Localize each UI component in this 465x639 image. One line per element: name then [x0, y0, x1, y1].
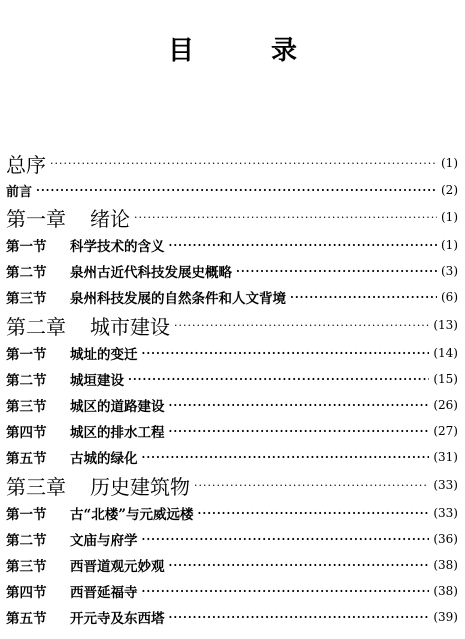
toc-entry-number: 第三节	[6, 291, 47, 307]
toc-entry-title: 城区的道路建设	[70, 399, 165, 415]
toc-entry-label	[6, 555, 165, 575]
toc-entry-page-number: (2)	[441, 183, 458, 197]
dot-leader	[142, 347, 430, 360]
toc-entry-number: 第一节	[6, 507, 47, 523]
toc-entry-number: 第一章	[6, 207, 66, 231]
toc-entry	[6, 604, 458, 630]
toc-entry-page-number: (33)	[433, 506, 458, 520]
toc-entry-page-number: (26)	[433, 398, 458, 412]
toc-entry	[6, 500, 458, 526]
page-title: 目 录	[167, 36, 332, 66]
toc-entry-page-number: (6)	[441, 290, 458, 304]
toc-entry-number: 第四节	[6, 585, 47, 601]
toc-entry-title: 文庙与府学	[70, 533, 138, 549]
dot-leader	[169, 239, 438, 252]
toc-entry-title: 总序	[6, 153, 46, 177]
toc-entry-label	[6, 261, 232, 281]
toc-entry-page-number: (27)	[433, 424, 458, 438]
toc-entry	[6, 444, 458, 470]
toc-entry-label	[6, 149, 46, 178]
toc-entry-title: 城址的变迁	[70, 347, 138, 363]
toc-entry-title: 开元寺及东西塔	[70, 611, 165, 627]
toc-entry-label	[6, 529, 138, 549]
toc-entry-number: 第五节	[6, 451, 47, 467]
toc-entry-title: 科学技术的含义	[70, 239, 165, 255]
toc-entry	[6, 392, 458, 418]
toc-entry-title: 城区的排水工程	[70, 425, 165, 441]
toc-entry-title: 泉州科技发展的自然条件和人文背境	[70, 291, 286, 307]
toc-entry-title: 城垣建设	[70, 373, 124, 389]
toc-entry-label	[6, 395, 165, 415]
toc-entry-label	[6, 421, 165, 441]
toc-entry-label	[6, 447, 138, 467]
toc-entry-number: 第五节	[6, 611, 47, 627]
toc-entry-label	[6, 471, 190, 500]
toc-entry-label	[6, 503, 194, 523]
dot-leader	[134, 211, 437, 224]
toc-entry-label	[6, 181, 32, 200]
toc-entry-number: 第一节	[6, 239, 47, 255]
toc-entry	[6, 366, 458, 392]
toc-entry-number: 第二章	[6, 315, 66, 339]
toc-entry-page-number: (33)	[433, 478, 458, 492]
toc-entry	[6, 340, 458, 366]
dot-leader	[36, 184, 437, 197]
toc-entry-number: 第三章	[6, 475, 66, 499]
dot-leader	[169, 559, 430, 572]
toc-entry-number: 第二节	[6, 373, 47, 389]
dot-leader	[128, 373, 429, 386]
dot-leader	[169, 611, 430, 624]
toc-entry-page-number: (3)	[441, 264, 458, 278]
toc-entry-label	[6, 311, 170, 340]
toc-entry-label	[6, 369, 124, 389]
toc-entry	[6, 470, 458, 500]
toc-entry-number: 第四节	[6, 425, 47, 441]
toc-entry-page-number: (1)	[441, 210, 458, 224]
toc-entry-page-number: (38)	[433, 558, 458, 572]
toc-entry-title: 西晋延福寺	[70, 585, 138, 601]
toc-entry	[6, 578, 458, 604]
dot-leader	[290, 291, 437, 304]
toc-entry	[6, 148, 458, 178]
toc-entry-page-number: (15)	[433, 372, 458, 386]
toc-entry	[6, 178, 458, 202]
toc-entry-page-number: (38)	[433, 584, 458, 598]
dot-leader	[236, 265, 437, 278]
dot-leader	[142, 585, 430, 598]
toc-entry-title: 西晋道观元妙观	[70, 559, 165, 575]
toc-entry-number: 第二节	[6, 265, 47, 281]
dot-leader	[50, 157, 437, 170]
toc-entry	[6, 552, 458, 578]
toc-entry-number: 第三节	[6, 399, 47, 415]
toc-entry-label	[6, 343, 138, 363]
toc-entry-label	[6, 287, 286, 307]
toc-entry-page-number: (14)	[433, 346, 458, 360]
dot-leader	[142, 451, 430, 464]
toc-entry-number: 第一节	[6, 347, 47, 363]
dot-leader	[169, 425, 430, 438]
toc-entry	[6, 232, 458, 258]
toc-entry-page-number: (31)	[433, 450, 458, 464]
toc-entry	[6, 418, 458, 444]
toc-entry-page-number: (13)	[433, 318, 458, 332]
toc-entry-title: 泉州古近代科技发展史概略	[70, 265, 232, 281]
toc-entry-label	[6, 235, 165, 255]
toc-entry	[6, 258, 458, 284]
toc-entry-title: 城市建设	[90, 315, 170, 339]
toc-entry-title: 前言	[6, 184, 33, 200]
dot-leader	[194, 479, 429, 492]
toc-entry-title: 古城的绿化	[70, 451, 138, 467]
dot-leader	[169, 399, 430, 412]
toc-entry-title: 历史建筑物	[90, 475, 190, 499]
toc-entry-label	[6, 607, 165, 627]
toc-entry-number: 第二节	[6, 533, 47, 549]
toc-entry	[6, 202, 458, 232]
toc-entry-page-number: (39)	[433, 610, 458, 624]
toc-entry	[6, 310, 458, 340]
toc-entry	[6, 284, 458, 310]
toc-entry-title: 绪论	[90, 207, 130, 231]
dot-leader	[174, 319, 429, 332]
toc-entry-page-number: (1)	[441, 238, 458, 252]
toc-entry-title: 古“北楼”与元威远楼	[70, 507, 194, 523]
toc-entry-label	[6, 581, 138, 601]
dot-leader	[142, 533, 430, 546]
table-of-contents	[6, 148, 458, 630]
dot-leader	[198, 507, 430, 520]
toc-entry-number: 第三节	[6, 559, 47, 575]
toc-entry-page-number: (36)	[433, 532, 458, 546]
toc-entry-page-number: (1)	[441, 156, 458, 170]
toc-entry	[6, 526, 458, 552]
toc-entry-label	[6, 203, 130, 232]
